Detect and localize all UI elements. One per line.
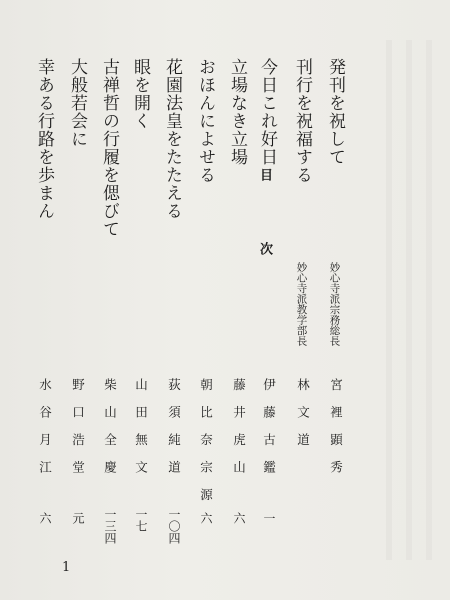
toc-heading-ji: 次 [257,242,272,255]
toc-entry-title: 今日これ好日 [257,58,277,166]
toc-entry-page: 六 [38,512,52,524]
toc-entry-title: 発刊を祝して [325,58,345,166]
page-folio: 1 [62,560,71,575]
toc-entry-author: 伊 藤 古 鑑 [261,378,277,473]
toc-entry-title: 大般若会に [67,58,87,148]
toc-entry-role: 妙心寺派宗務総長 [328,262,341,346]
toc-entry-page: 一 [262,512,276,524]
toc-entry-author: 宮 裡 顕 秀 [328,378,344,473]
toc-entry-page: 一三四 [103,508,117,544]
toc-entry-author: 朝 比 奈 宗 源 [198,378,214,501]
toc-heading-moku: 目 [257,168,272,181]
toc-entry-role: 妙心寺派教学部長 [295,262,308,346]
toc-entry-author: 藤 井 虎 山 [231,378,247,473]
toc-entry-title: 刊行を祝福する [292,58,312,184]
toc-entry-title: 幸ある行路を歩まん [34,58,54,220]
toc-entry-author: 林 文 道 [295,378,311,446]
toc-entry-title: 立場なき立場 [227,58,247,166]
toc-entry-page: 六 [232,512,246,524]
toc-entry-author: 野 口 浩 堂 [70,378,86,473]
toc-entry-page: 一七 [134,508,148,532]
toc-entry-title: 古禅哲の行履を偲びて [99,58,119,238]
show-through-text [372,40,442,560]
toc-entry-author: 荻 須 純 道 [166,378,182,473]
toc-entry-title: 花園法皇をたたえる [162,58,182,220]
toc-entry-page: 元 [71,512,85,524]
toc-entry-page: 一〇四 [167,508,181,544]
toc-entry-author: 水 谷 月 江 [37,378,53,473]
toc-entry-title: おほんによせる [195,58,215,184]
toc-entry-author: 山 田 無 文 [133,378,149,473]
toc-entry-author: 柴 山 全 慶 [102,378,118,473]
toc-entry-page: 六 [199,512,213,524]
toc-entry-title: 眼を開く [130,58,150,130]
